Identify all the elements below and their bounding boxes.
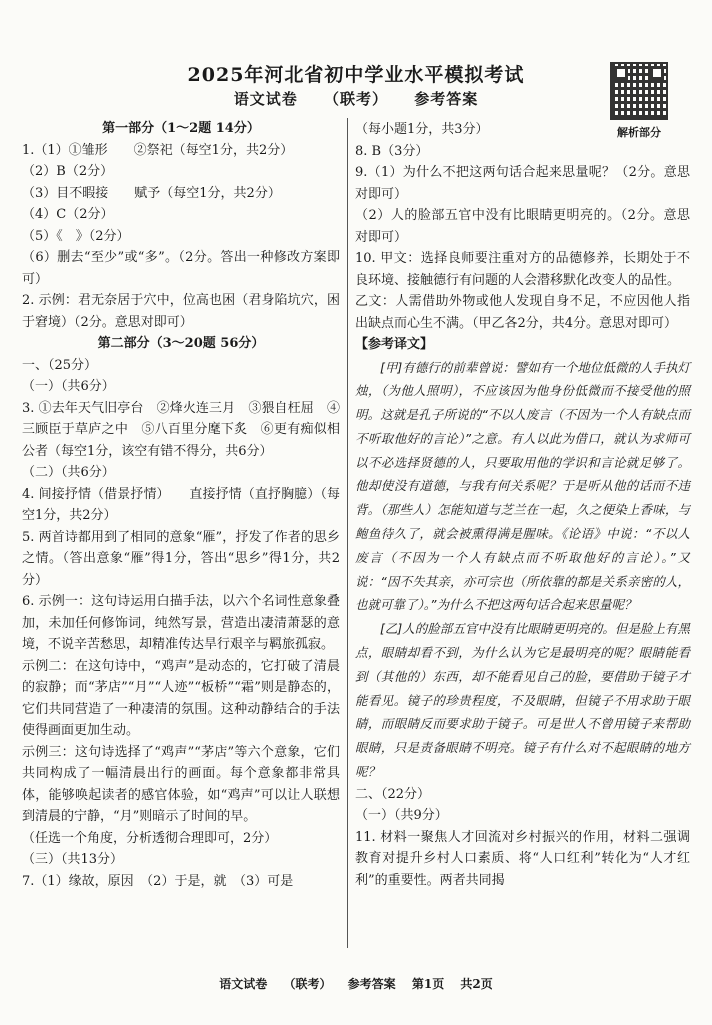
answer-line: 一、（25分） <box>22 357 98 373</box>
answer-line: 5. 两首诗都用到了相同的意象“雁”，抒发了作者的思乡之情。（答出意象“雁”得1分，答出“思乡”得1分，共2分） <box>22 529 340 588</box>
answer-line: （每小题1分，共3分） <box>355 122 489 137</box>
answer-line: 【参考译文】 <box>355 337 434 352</box>
answer-line: （3）目不暇接 赋予（每空1分，共2分） <box>22 185 281 201</box>
answer-line: （三）（共13分） <box>22 852 124 867</box>
footer-subject: 语文试卷 <box>219 977 268 991</box>
footer-answers: 参考答案 <box>347 977 396 991</box>
footer-total: 共2页 <box>460 977 493 991</box>
answer-line: 第二部分（3～20题 56分） <box>97 336 265 351</box>
answer-line: [乙]人的脸部五官中没有比眼睛更明亮的。但是脸上有黑点，眼睛却看不到，为什么认为它是最明亮的呢？眼睛能看到（其他的）东西，却不能看见自己的脸，要借助于镜子才能看见。镜子的珍贵程度，不及眼睛，但镜子不用求助于眼睛，而眼睛反而要求助于镜子。可是世人不曾用镜子来帮助眼睛，只是责备眼睛不明亮。镜子有什么对不起眼睛的地方呢？ <box>355 621 690 780</box>
answer-line: 示例三：这句诗选择了“鸡声”“茅店”等六个意象，它们共同构成了一幅清晨出行的画面。每个意象都非常具体，能够唤起读者的感官体验，如“鸡声”可以让人联想到清晨的宁静，“月”则暗示了时间的早。 <box>22 744 340 824</box>
answer-line: （4）C（2分） <box>22 207 114 222</box>
answer-line: （任选一个角度，分析透彻合理即可，2分） <box>22 830 278 846</box>
answer-line: （6）删去“至少”或“多”。（2分。答出一种修改方案即可） <box>22 250 340 287</box>
answer-line: （2）人的脸部五官中没有比眼睛更明亮的。（2分。意思对即可） <box>355 208 690 245</box>
answer-line: 二、（22分） <box>355 786 431 802</box>
page-title: 2025年河北省初中学业水平模拟考试 <box>187 64 525 86</box>
answer-line: 示例二：在这句诗中，“鸡声”是动态的，它打破了清晨的寂静；而“茅店”“月”“人迹”“板桥”“霜”则是静态的，它们共同营造了一种凄清的氛围。这种动静结合的手法使得画面更加生动。 <box>22 658 340 738</box>
subtitle-subject: 语文试卷 <box>233 90 298 108</box>
answer-line: （5）《 》（2分） <box>22 228 130 244</box>
answer-line: 第一部分（1～2题 14分） <box>102 121 260 136</box>
answer-line: 乙文：人需借助外物或他人发现自身不足，不应因他人指出缺点而心生不满。（甲乙各2分，共4分。意思对即可） <box>355 294 690 331</box>
answer-line: 1.（1）①雏形 ②祭祀（每空1分，共2分） <box>22 142 294 158</box>
answer-line: 6. 示例一：这句诗运用白描手法，以六个名词性意象叠加，未加任何修饰词，纯然写景，营造出凄清萧瑟的意境，不说辛苦愁思，却精准传达旱行艰辛与羁旅孤寂。 <box>22 594 340 652</box>
right-column <box>355 119 690 891</box>
subtitle-type: （联考） <box>323 90 388 108</box>
page-footer <box>0 975 712 992</box>
qr-label: 解析部分 <box>617 126 661 139</box>
footer-type: （联考） <box>283 977 332 991</box>
answer-line: 7.（1）缘故，原因 （2）于是，就 （3）可是 <box>22 873 294 889</box>
left-column <box>22 118 340 892</box>
answer-line: （一）（共9分） <box>355 808 448 824</box>
answer-line: 4. 间接抒情（借景抒情） 直接抒情（直抒胸臆）（每空1分，共2分） <box>22 486 340 523</box>
subtitle-answers: 参考答案 <box>414 90 479 108</box>
answer-line: （一）（共6分） <box>22 379 115 394</box>
answer-line: （2）B（2分） <box>22 164 114 179</box>
page-subtitle <box>0 88 712 109</box>
answer-line: 8. B（3分） <box>355 143 429 159</box>
answer-line: 11. 材料一聚焦人才回流对乡村振兴的作用，材料二强调教育对提升乡村人口素质、将“人口红利”转化为“人才红利”的重要性。两者共同揭 <box>355 829 690 888</box>
answer-line: [甲]有德行的前辈曾说：譬如有一个地位低微的人手执灯烛，（为他人照明），不应该因为他身份低微而不接受他的照明。这就是孔子所说的“不以人废言（不因为一个人有缺点而不听取他好的言论）”之意。有人以此为借口，就认为求师可以不必选择贤德的人，只要取用他的学识和言论就足够了。他却使没有道德，与我有何关系呢？于是听从他的话而不违背。（那些人）怎能知道与芝兰在一起，久之便染上香味，与鲍鱼待久了，就会被熏得满是腥味。《论语》中说：“不以人废言（不因为一个人有缺点而不听取他好的言论）。”又说：“因不失其亲，亦可宗也（所依靠的都是关系亲密的人，也就可靠了）。”为什么不把这两句话合起来思量呢？ <box>355 359 690 613</box>
answer-line: 3. ①去年天气旧亭台 ②烽火连三月 ③猥自枉屈 ④三顾臣于草庐之中 ⑤八百里分麾下炙 ⑥更有痴似相公者（每空1分，该空有错不得分，共6分） <box>22 400 340 459</box>
qr-code[interactable] <box>610 62 668 120</box>
answer-line: 2. 示例：君无奈居于穴中，位高也困（君身陷坑穴，困于窘境）（2分。意思对即可） <box>22 293 340 330</box>
answer-line: 10. 甲文：选择良师要注重对方的品德修养，长期处于不良环境、接触德行有问题的人会潜移默化改变人的品性。 <box>355 251 690 288</box>
column-divider <box>347 118 348 948</box>
footer-page: 第1页 <box>411 977 445 991</box>
answer-line: 9.（1）为什么不把这两句话合起来思量呢？（2分。意思对即可） <box>355 165 690 202</box>
answer-line: （二）（共6分） <box>22 465 115 480</box>
